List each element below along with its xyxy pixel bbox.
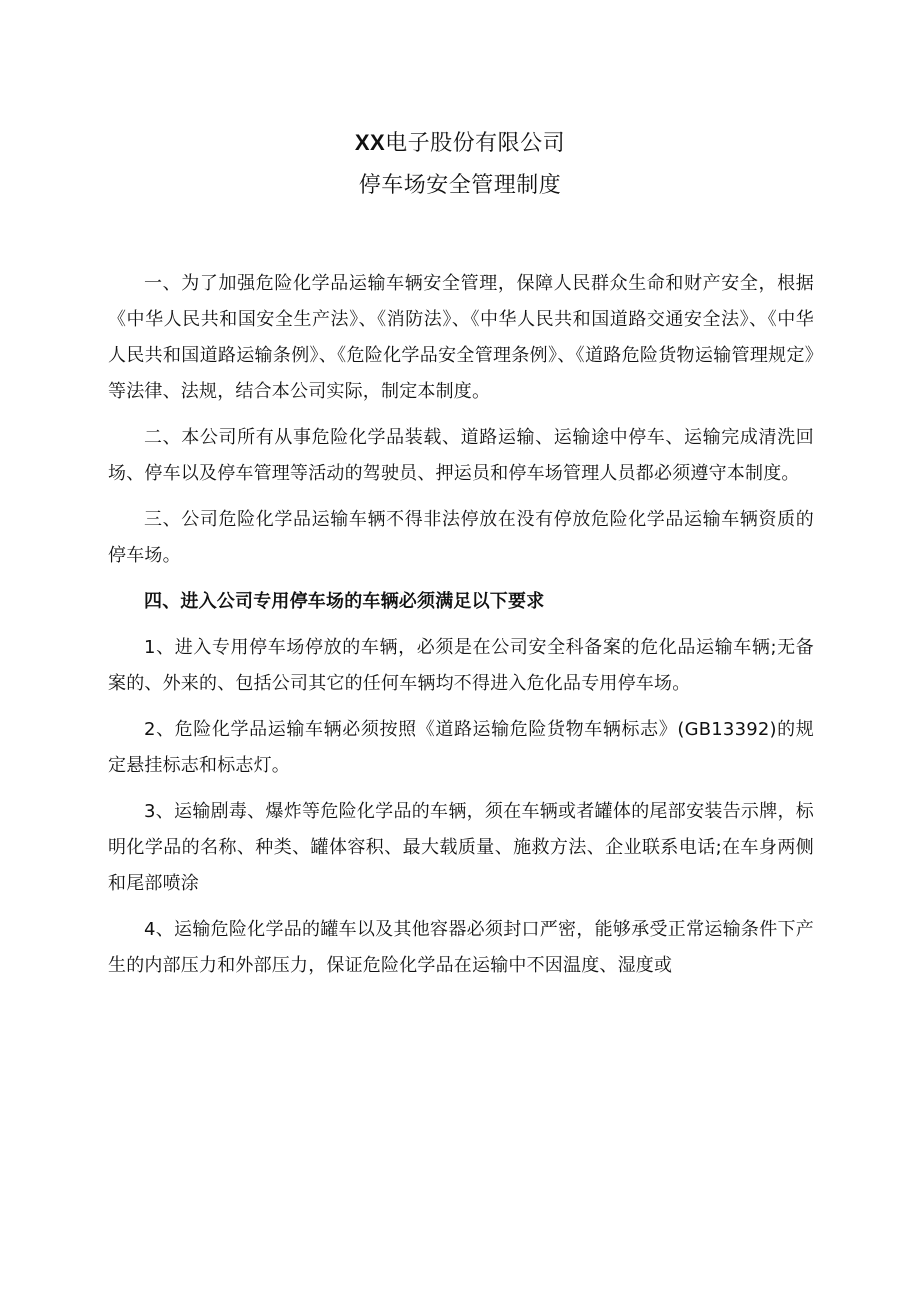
requirement-4: 4、运输危险化学品的罐车以及其他容器必须封口严密，能够承受正常运输条件下产生的内部压力和外部压力，保证危险化学品在运输中不因温度、湿度或 [108,919,814,976]
section-heading-4: 四、进入公司专用停车场的车辆必须满足以下要求 [144,591,545,612]
paragraph-3: 三、公司危险化学品运输车辆不得非法停放在没有停放危险化学品运输车辆资质的停车场。 [108,509,814,566]
company-title-prefix: XX [354,130,386,155]
document-body [108,266,814,994]
document-title-block [0,122,920,207]
paragraph-2: 二、本公司所有从事危险化学品装载、道路运输、运输途中停车、运输完成清洗回场、停车以及停车管理等活动的驾驶员、押运员和停车场管理人员都必须遵守本制度。 [108,427,814,484]
requirement-3: 3、运输剧毒、爆炸等危险化学品的车辆，须在车辆或者罐体的尾部安装告示牌，标明化学品的名称、种类、罐体容积、最大载质量、施救方法、企业联系电话;在车身两侧和尾部喷涂 [108,801,814,894]
company-title [0,122,920,165]
requirement-1: 1、进入专用停车场停放的车辆，必须是在公司安全科备案的危化品运输车辆;无备案的、外来的、包括公司其它的任何车辆均不得进入危化品专用停车场。 [108,637,814,694]
company-title-name: 电子股份有限公司 [385,131,566,156]
document-title: 停车场安全管理制度 [358,173,562,198]
requirement-2: 2、危险化学品运输车辆必须按照《道路运输危险货物车辆标志》(GB13392)的规定悬挂标志和标志灯。 [108,719,814,776]
paragraph-1: 一、为了加强危险化学品运输车辆安全管理，保障人民群众生命和财产安全，根据《中华人民共和国安全生产法》、《消防法》、《中华人民共和国道路交通安全法》、《中华人民共和国道路运输条例》、《危险化学品安全管理条例》、《道路危险货物运输管理规定》等法律、法规，结合本公司实际，制定本制度。 [108,273,814,402]
